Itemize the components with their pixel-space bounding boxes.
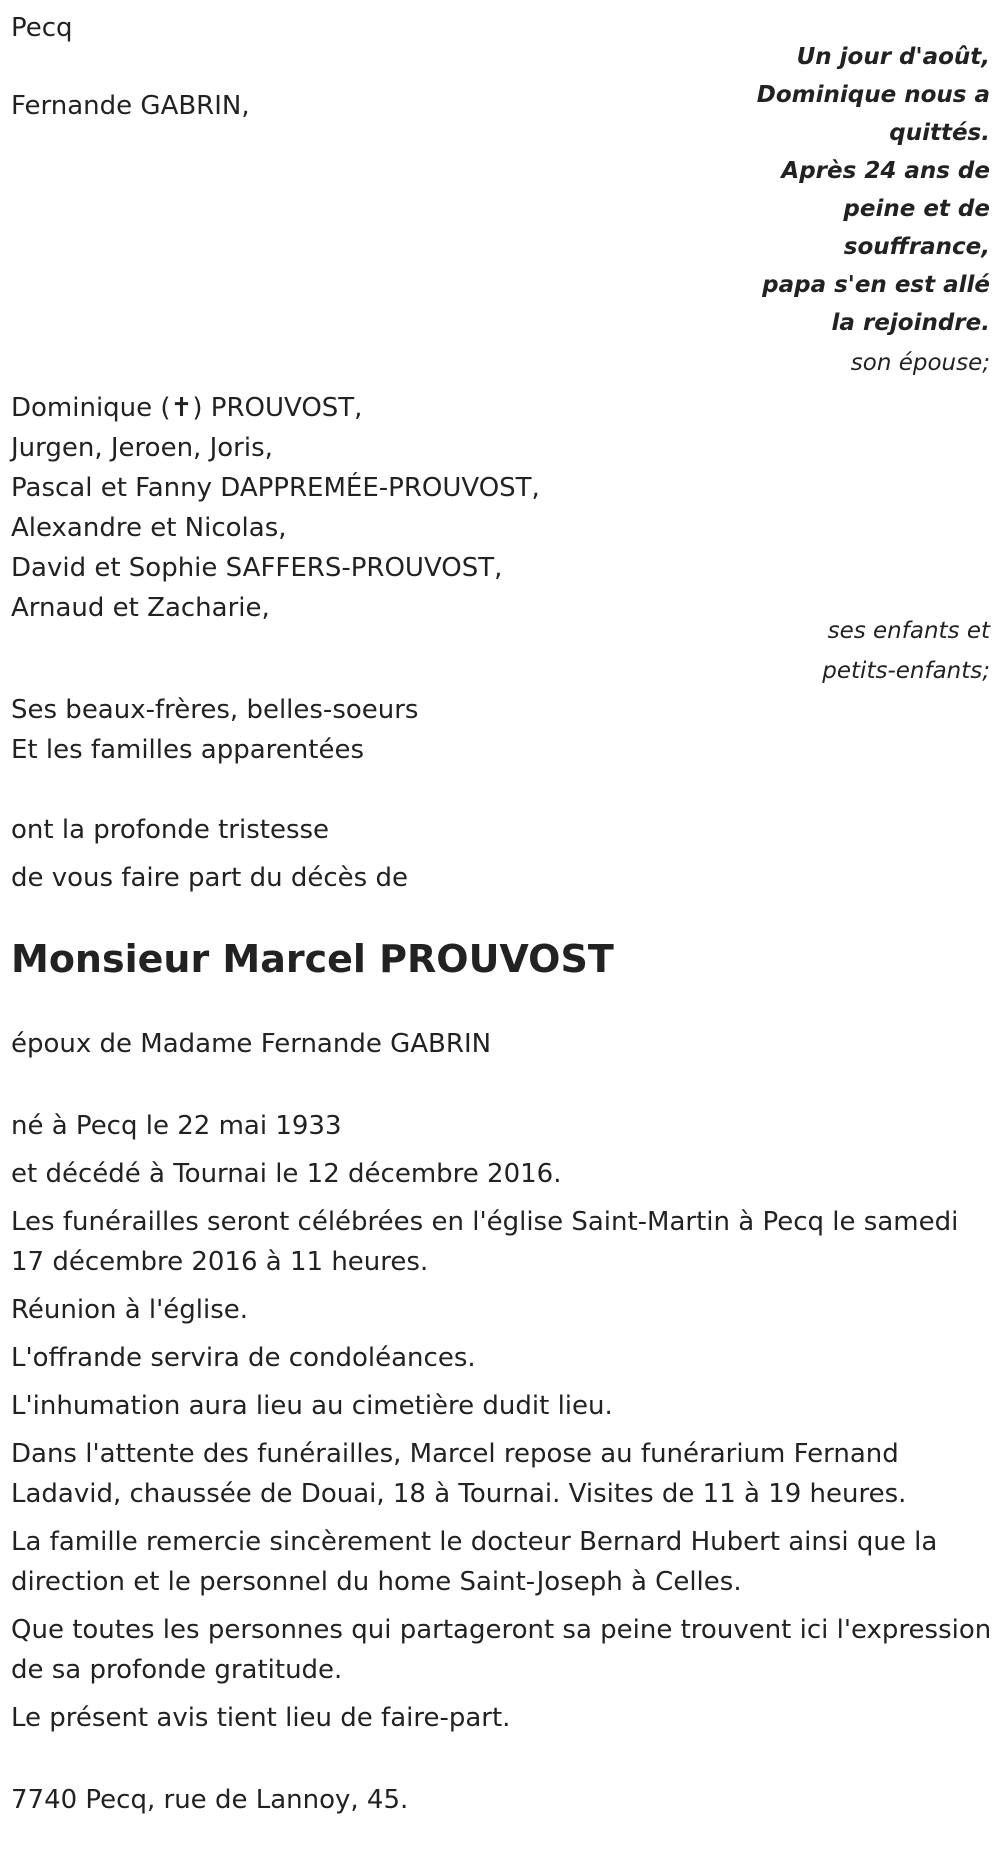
detail-meeting: Réunion à l'église. bbox=[11, 1295, 249, 1325]
detail-funerarium: Dans l'attente des funérailles, Marcel repose au funérarium Fernand Ladavid, chaussée de Douai, 18 à Tournai. Visites de 11 à 19 heures. bbox=[11, 1439, 907, 1509]
deceased-spouse: époux de Madame Fernande GABRIN bbox=[11, 1029, 492, 1059]
poem-line: souffrance, bbox=[843, 234, 990, 260]
poem-line: peine et de bbox=[843, 196, 990, 222]
deceased-name: Monsieur Marcel PROUVOST bbox=[11, 937, 614, 981]
detail-offering: L'offrande servira de condoléances. bbox=[11, 1343, 476, 1373]
address: 7740 Pecq, rue de Lannoy, 45. bbox=[11, 1785, 409, 1815]
child-line: Dominique (✝) PROUVOST, bbox=[11, 393, 363, 423]
children-role: petits-enfants; bbox=[822, 658, 990, 684]
poem-line: papa s'en est allé bbox=[762, 272, 990, 298]
role-spouse: son épouse; bbox=[850, 350, 990, 376]
detail-funeral: Les funérailles seront célébrées en l'église Saint-Martin à Pecq le samedi 17 décembre 2016 à 11 heures. bbox=[11, 1207, 959, 1277]
relatives-line: Ses beaux-frères, belles-soeurs bbox=[11, 695, 419, 725]
detail-burial: L'inhumation aura lieu au cimetière dudit lieu. bbox=[11, 1391, 613, 1421]
children-role: ses enfants et bbox=[827, 618, 990, 644]
poem-line: Un jour d'août, bbox=[796, 44, 990, 70]
relatives-line: Et les familles apparentées bbox=[11, 735, 365, 765]
poem-line: Après 24 ans de bbox=[781, 158, 990, 184]
child-line: Arnaud et Zacharie, bbox=[11, 593, 270, 623]
deceased-died: et décédé à Tournai le 12 décembre 2016. bbox=[11, 1159, 562, 1189]
announcement-line: ont la profonde tristesse bbox=[11, 815, 330, 845]
detail-thanks: La famille remercie sincèrement le docteur Bernard Hubert ainsi que la direction et le personnel du home Saint-Joseph à Celles. bbox=[11, 1527, 938, 1597]
child-line: Jurgen, Jeroen, Joris, bbox=[11, 433, 273, 463]
detail-notice: Le présent avis tient lieu de faire-part. bbox=[11, 1703, 511, 1733]
poem-line: Dominique nous a bbox=[756, 82, 990, 108]
poem-line: la rejoindre. bbox=[831, 310, 990, 336]
detail-gratitude: Que toutes les personnes qui partageront sa peine trouvent ici l'expression de sa profonde gratitude. bbox=[11, 1615, 992, 1685]
header-town: Pecq bbox=[11, 13, 73, 43]
announcement-line: de vous faire part du décès de bbox=[11, 863, 408, 893]
deceased-born: né à Pecq le 22 mai 1933 bbox=[11, 1111, 342, 1141]
poem-line: quittés. bbox=[889, 120, 990, 146]
child-line: Alexandre et Nicolas, bbox=[11, 513, 287, 543]
child-line: Pascal et Fanny DAPPREMÉE-PROUVOST, bbox=[11, 473, 540, 503]
header-spouse: Fernande GABRIN, bbox=[11, 91, 250, 121]
child-line: David et Sophie SAFFERS-PROUVOST, bbox=[11, 553, 503, 583]
